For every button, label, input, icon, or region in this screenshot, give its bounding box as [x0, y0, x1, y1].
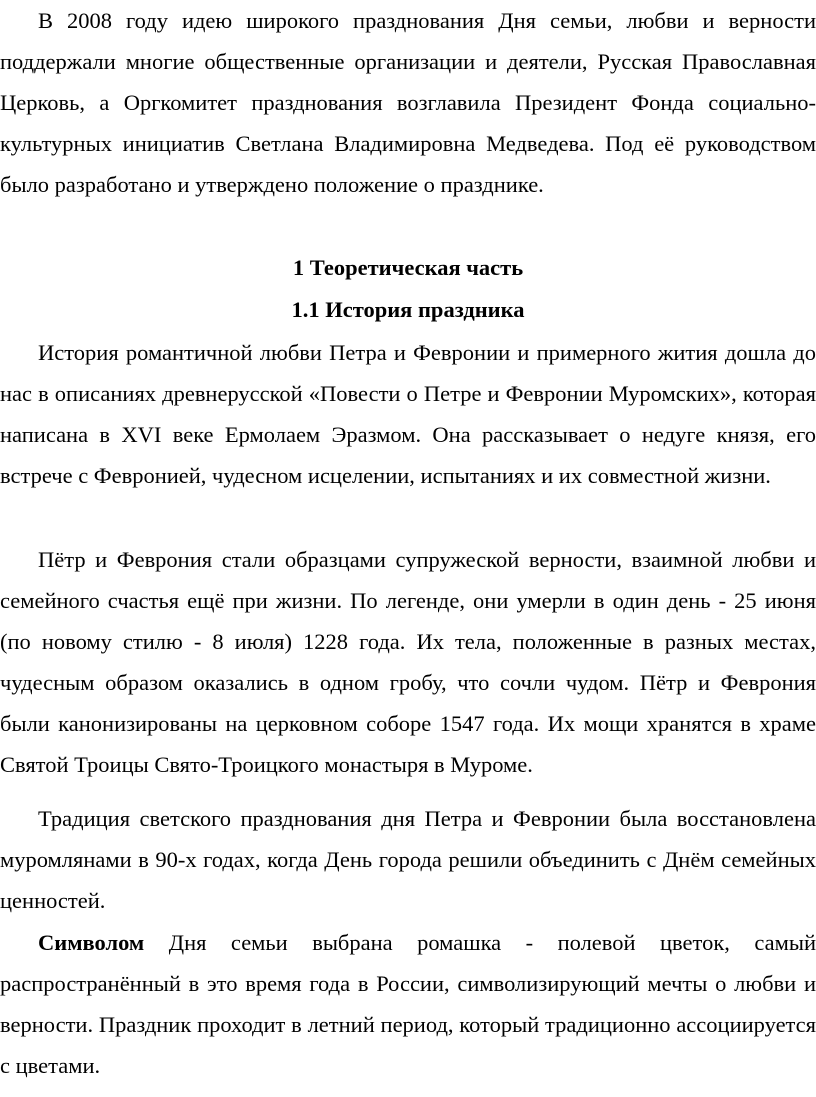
intro-paragraph: В 2008 году идею широкого празднования Дня семьи, любви и верности поддержали многие общественные организации и деятели, Русская Православная Церковь, а Оргкомитет празднования возглавила Президент Фонда социально-культурных инициатив Светлана Владимировна Медведева. Под её руководством было разработано и утверждено положение о празднике. — [0, 8, 816, 197]
symbol-paragraph-text: Дня семьи выбрана ромашка - полевой цветок, самый распространённый в это время года в России, символизирующий мечты о любви и верности. Праздник проходит в летний период, который традиционно ассоциируется с цветами. — [0, 930, 816, 1078]
subsection-heading: 1.1 История праздника — [291, 297, 525, 322]
tradition-paragraph: Традиция светского празднования дня Петра и Февронии была восстановлена муромлянами в 90-х годах, когда День города решили объединить с Днём семейных ценностей. — [0, 806, 816, 913]
section-heading: 1 Теоретическая часть — [292, 255, 524, 280]
saints-paragraph: Пётр и Феврония стали образцами супружеской верности, взаимной любви и семейного счастья ещё при жизни. По легенде, они умерли в один день - 25 июня (по новому стилю - 8 июля) 1228 года. Их тела, положенные в разных местах, чудесным образом оказались в одном гробу, что сочли чудом. Пётр и Феврония были канонизированы на церковном соборе 1547 года. Их мощи хранятся в храме Святой Троицы Свято-Троицкого монастыря в Муроме. — [0, 547, 816, 777]
symbol-paragraph — [0, 922, 816, 1086]
history-paragraph: История романтичной любви Петра и Февронии и примерного жития дошла до нас в описаниях древнерусской «Повести о Петре и Февронии Муромских», которая написана в XVI веке Ермолаем Эразмом. Она рассказывает о недуге князя, его встрече с Февронией, чудесном исцелении, испытаниях и их совместной жизни. — [0, 340, 816, 488]
symbol-lead-word: Символом — [38, 930, 145, 955]
